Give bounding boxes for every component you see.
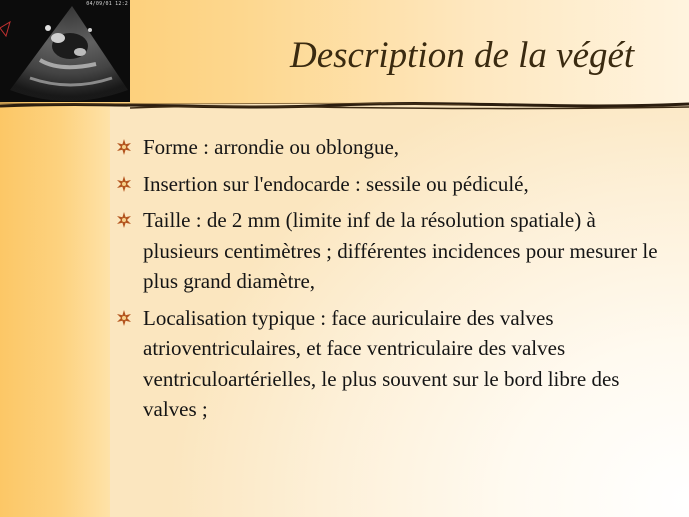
star-bullet-icon: [116, 212, 132, 228]
star-bullet-icon: [116, 139, 132, 155]
ultrasound-sector-graphic: [0, 0, 130, 102]
image-timestamp: 04/09/01 12:2: [86, 1, 128, 7]
bullet-list: [116, 132, 676, 431]
slide-title: Description de la végét: [290, 35, 635, 76]
bullet-item-taille: [116, 205, 676, 297]
star-bullet-icon: [116, 310, 132, 326]
bullet-item-forme: [116, 132, 676, 163]
echocardiogram-image: [0, 0, 130, 102]
title-divider: [0, 97, 689, 115]
bullet-text: Insertion sur l'endocarde : sessile ou pédiculé,: [143, 171, 529, 196]
bullet-item-insertion: [116, 169, 676, 200]
bullet-text: Localisation typique : face auriculaire des valves atrioventriculaires, et face ventriculaire des valves ventriculoartérielles, le plus souvent sur le bord libre des valves ;: [143, 305, 620, 421]
star-bullet-icon: [116, 176, 132, 192]
bullet-text: Forme : arrondie ou oblongue,: [143, 135, 400, 159]
bullet-text: Taille : de 2 mm (limite inf de la résolution spatiale) à plusieurs centimètres ; différentes incidences pour mesurer le plus grand diamètre,: [143, 208, 658, 293]
left-accent-band: [0, 104, 110, 517]
bullet-item-localisation: [116, 303, 676, 425]
